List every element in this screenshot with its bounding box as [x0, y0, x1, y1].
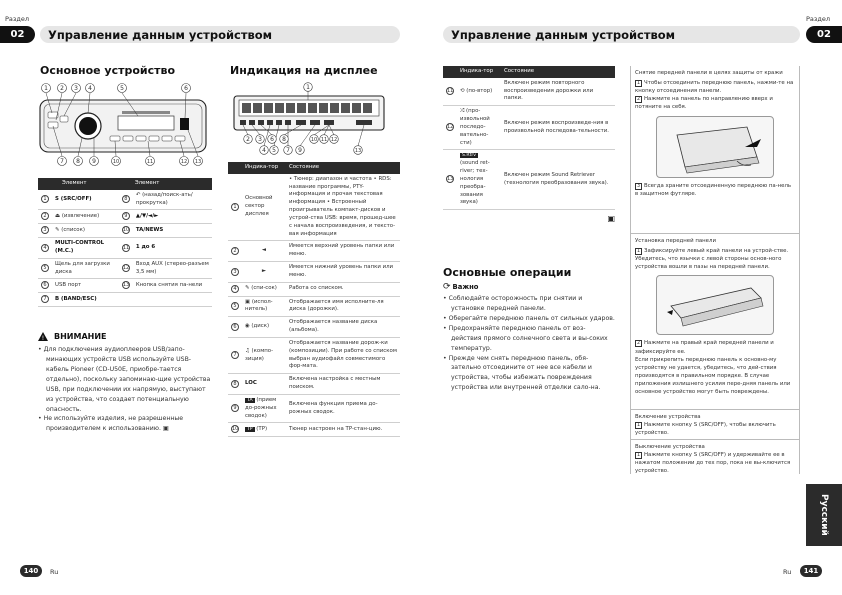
shuffle-icon: ⤮ — [460, 108, 467, 115]
caution-title: ВНИМАНИЕ — [54, 332, 107, 341]
svg-text:5: 5 — [272, 147, 276, 154]
step: 2 Нажмите на правый край передней панели и зафиксируйте ее. — [635, 340, 774, 355]
important-bullet: • Предохраняйте переднюю панель от воз-действия прямого солнечного света и вы-соких температур. — [443, 324, 608, 352]
table-row: 12 ⤮ (про-извольной последо-вательно-сти) Включен режим воспроизведе-ния в произвольной последова-тельности. — [443, 106, 615, 150]
svg-text:7: 7 — [60, 158, 64, 165]
remove-panel-figure — [656, 116, 774, 178]
display-diagram — [228, 82, 398, 157]
table-row: 3 ✎ (список) 10 TA/NEWS — [38, 224, 212, 238]
svg-text:11: 11 — [146, 159, 154, 165]
page-title-left: Управление данным устройством — [40, 26, 400, 43]
table-row: 4 MULTI-CONTROL (M.C.) 11 1 до 6 — [38, 238, 212, 259]
step: 1 Зафиксируйте левый край панели на устрой-стве. — [636, 248, 789, 255]
svg-text:12: 12 — [330, 137, 338, 143]
repeat-icon: ⟲ — [460, 87, 467, 94]
svg-text:12: 12 — [180, 159, 188, 165]
table-row: 6 USB порт 13 Кнопка снятия па-нели — [38, 279, 212, 293]
table-row: 2 ◄ Имеется верхний уровень папки или меню. — [228, 241, 400, 262]
col-header-state: Состояние — [286, 162, 400, 174]
step: 3 Всегда храните отсоединенную переднюю па-нель в защитном футляре. — [635, 182, 792, 197]
table-row: 6 ◉ (диск) Отображается название диска (альбома). — [228, 317, 400, 338]
table-row: 13 S.Rtrv (sound ret-river; тех-нология преобра-зования звука) Включен режим Sound Retriever (технология преобразования звука). — [443, 150, 615, 210]
attach-panel-figure — [656, 275, 774, 335]
svg-text:3: 3 — [74, 85, 78, 92]
svg-text:6: 6 — [184, 85, 188, 92]
svg-text:4: 4 — [88, 85, 92, 92]
svg-text:13: 13 — [354, 148, 362, 154]
svg-text:2: 2 — [246, 136, 250, 143]
display-table-cont — [443, 66, 615, 223]
main-unit-table — [38, 178, 212, 307]
svg-text:1: 1 — [44, 85, 48, 92]
list-icon: ✎ — [245, 285, 252, 292]
svg-text:5: 5 — [120, 85, 124, 92]
table-row: 1 S (SRC/OFF) 8 ↶ (назад/поиск-ать/прокрутка) — [38, 190, 212, 210]
attach-note-2: Если прикрепить переднюю панель к основно-му устройству не удается, убедитесь, что дей-ствия производятся в правильном порядке. В случае приложения излишнего усилия пере-дняя панель или основное устройство могут быть повреждены. — [635, 356, 791, 396]
display-title: Индикация на дисплее — [230, 64, 378, 77]
step: 1 Нажмите кнопку S (SRC/OFF), чтобы включить устройство. — [635, 422, 776, 437]
caution-bullet: • Для подключения аудиоплееров USB/запо-минающих устройств USB используйте USB-кабель Pioneer (CD-U50E, приобре-тается отдельно), поскольку запоминаю-щие устройства USB, при подключении их напрямую, выступают из устройства, что создает потенциальную опасность. — [38, 346, 211, 413]
sound-retriever-badge: S.Rtrv — [462, 153, 476, 159]
main-unit-title: Основное устройство — [40, 64, 176, 77]
section-number-right: 02 — [806, 26, 842, 43]
tp-badge: TP — [247, 426, 253, 432]
svg-text:2: 2 — [60, 85, 64, 92]
eject-icon: ⏏ — [55, 212, 62, 219]
svg-text:3: 3 — [258, 136, 262, 143]
important-bullet: • Прежде чем снять переднюю панель, обя-зательно отсоедините от нее все кабели и устройства, чтобы избежать повреждения устройства или внутренней отделки сало-на. — [443, 354, 601, 392]
important-bullet: • Соблюдайте осторожность при снятии и установке передней панели. — [443, 295, 583, 312]
caution-block — [38, 332, 213, 434]
svg-text:8: 8 — [76, 158, 80, 165]
procedure-column — [630, 66, 800, 474]
power-on-title: Включение устройства — [635, 414, 701, 420]
svg-text:9: 9 — [92, 158, 96, 165]
svg-text:9: 9 — [298, 147, 302, 154]
important-bullet: • Оберегайте переднюю панель от сильных ударов. — [443, 314, 615, 322]
caution-bullet: • Не используйте изделия, не разрешенные производителем к использованию. ▣ — [38, 415, 184, 433]
song-icon: ♫ — [245, 347, 252, 354]
col-header-element-2: Элемент — [119, 178, 212, 190]
step: 2 Нажмите на панель по направлению вверх и потяните на себя. — [635, 96, 773, 111]
list-icon: ✎ — [55, 226, 62, 233]
attach-note: Убедитесь, что язычки с левой стороны основ-ного устройства вошли в пазы на передней панели. — [635, 256, 782, 271]
table-row: 1 Основной сектор дисплея • Тюнер: диапазон и частота • RDS: название программы, PTY-информация и прочая текстовая информация • Встроенный проигрыватель компакт-дисков и устрой-ства USB: время, прошед-шее с начала воспроизведения, и тексто-вая информация — [228, 174, 400, 241]
table-row: 2 ⏏ (извлечение) 9 ▲/▼/◄/► — [38, 210, 212, 224]
end-mark-icon: ▣ — [162, 425, 169, 433]
section-label-left: Раздел — [5, 15, 30, 23]
svg-text:11: 11 — [320, 137, 328, 143]
svg-text:13: 13 — [194, 159, 202, 165]
col-header-element: Элемент — [38, 178, 119, 190]
table-row: 9 TA (прием до-рожных сводок) Включена функция приема до-рожных сводок. — [228, 394, 400, 422]
attach-title: Установка передней панели — [635, 238, 716, 244]
svg-text:6: 6 — [270, 136, 274, 143]
disc-icon: ◉ — [245, 323, 252, 330]
page-number-right: 141 — [800, 565, 822, 577]
important-block — [443, 282, 615, 393]
svg-text:10: 10 — [310, 137, 318, 143]
step: 1 Нажмите кнопку S (SRC/OFF) и удерживайте ее в нажатом положении до тех пор, пока не вы-ключится устройство. — [635, 452, 791, 475]
table-row: 8 LOC Включена настройка с местным поиском. — [228, 374, 400, 395]
important-label: Важно — [452, 283, 479, 291]
display-table — [228, 162, 400, 437]
col-header-indicator: Индика-тор — [242, 162, 286, 174]
artist-icon: ▣ — [245, 298, 252, 305]
basic-ops-title: Основные операции — [443, 266, 572, 279]
table-row: 11 ⟲ (по-втор) Включен режим повторного воспроизведения дорожки или папки. — [443, 78, 615, 106]
section-number-left: 02 — [0, 26, 35, 43]
svg-text:!: ! — [41, 335, 45, 341]
svg-text:4: 4 — [262, 147, 266, 154]
table-row: 3 ► Имеется нижний уровень папки или меню. — [228, 262, 400, 283]
page-number-left: 140 — [20, 565, 42, 577]
svg-text:10: 10 — [112, 159, 120, 165]
main-unit-diagram — [38, 80, 208, 168]
ta-badge: TA — [247, 397, 253, 403]
page-title-right: Управление данным устройством — [443, 26, 800, 43]
table-row: 7 B (BAND/ESC) — [38, 293, 212, 307]
important-icon: ⟳ — [443, 282, 451, 292]
step: 1 Чтобы отсоединить переднюю панель, нажми-те на кнопку отсоединения панели. — [635, 80, 794, 95]
footer-lang-right: Ru — [783, 568, 792, 576]
table-row: 5 ▣ (испол-нитель) Отображается имя исполните-ля диска (дорожки). — [228, 296, 400, 317]
col-header-indicator: Индика-тор — [457, 66, 501, 78]
svg-text:8: 8 — [282, 136, 286, 143]
language-tab: Русский — [806, 484, 842, 546]
table-row: 4 ✎ (спи-сок) Работа со списком. — [228, 282, 400, 296]
svg-text:1: 1 — [306, 84, 310, 91]
power-off-title: Выключение устройства — [635, 444, 705, 450]
section-label-right: Раздел — [806, 15, 831, 23]
warning-icon — [38, 332, 54, 341]
svg-text:7: 7 — [286, 147, 290, 154]
table-row: 5 Щель для загрузки диска 12 Вход AUX (стерео-разъем 3,5 мм) — [38, 258, 212, 279]
col-header-state: Состояние — [501, 66, 615, 78]
footer-lang-left: Ru — [50, 568, 59, 576]
back-arrow-icon: ↶ — [135, 191, 143, 198]
table-row: 7 ♫ (компо-зиция) Отображается название дорож-ки (композиции). При работе со списком выбран аудиофайл совместимого фор-мата. — [228, 337, 400, 373]
end-mark-icon: ▣ — [607, 214, 615, 224]
table-row: 10 TP (TP) Тюнер настроен на TP-стан-цию. — [228, 423, 400, 437]
remove-title: Снятие передней панели в целях защиты от кражи — [635, 70, 783, 76]
